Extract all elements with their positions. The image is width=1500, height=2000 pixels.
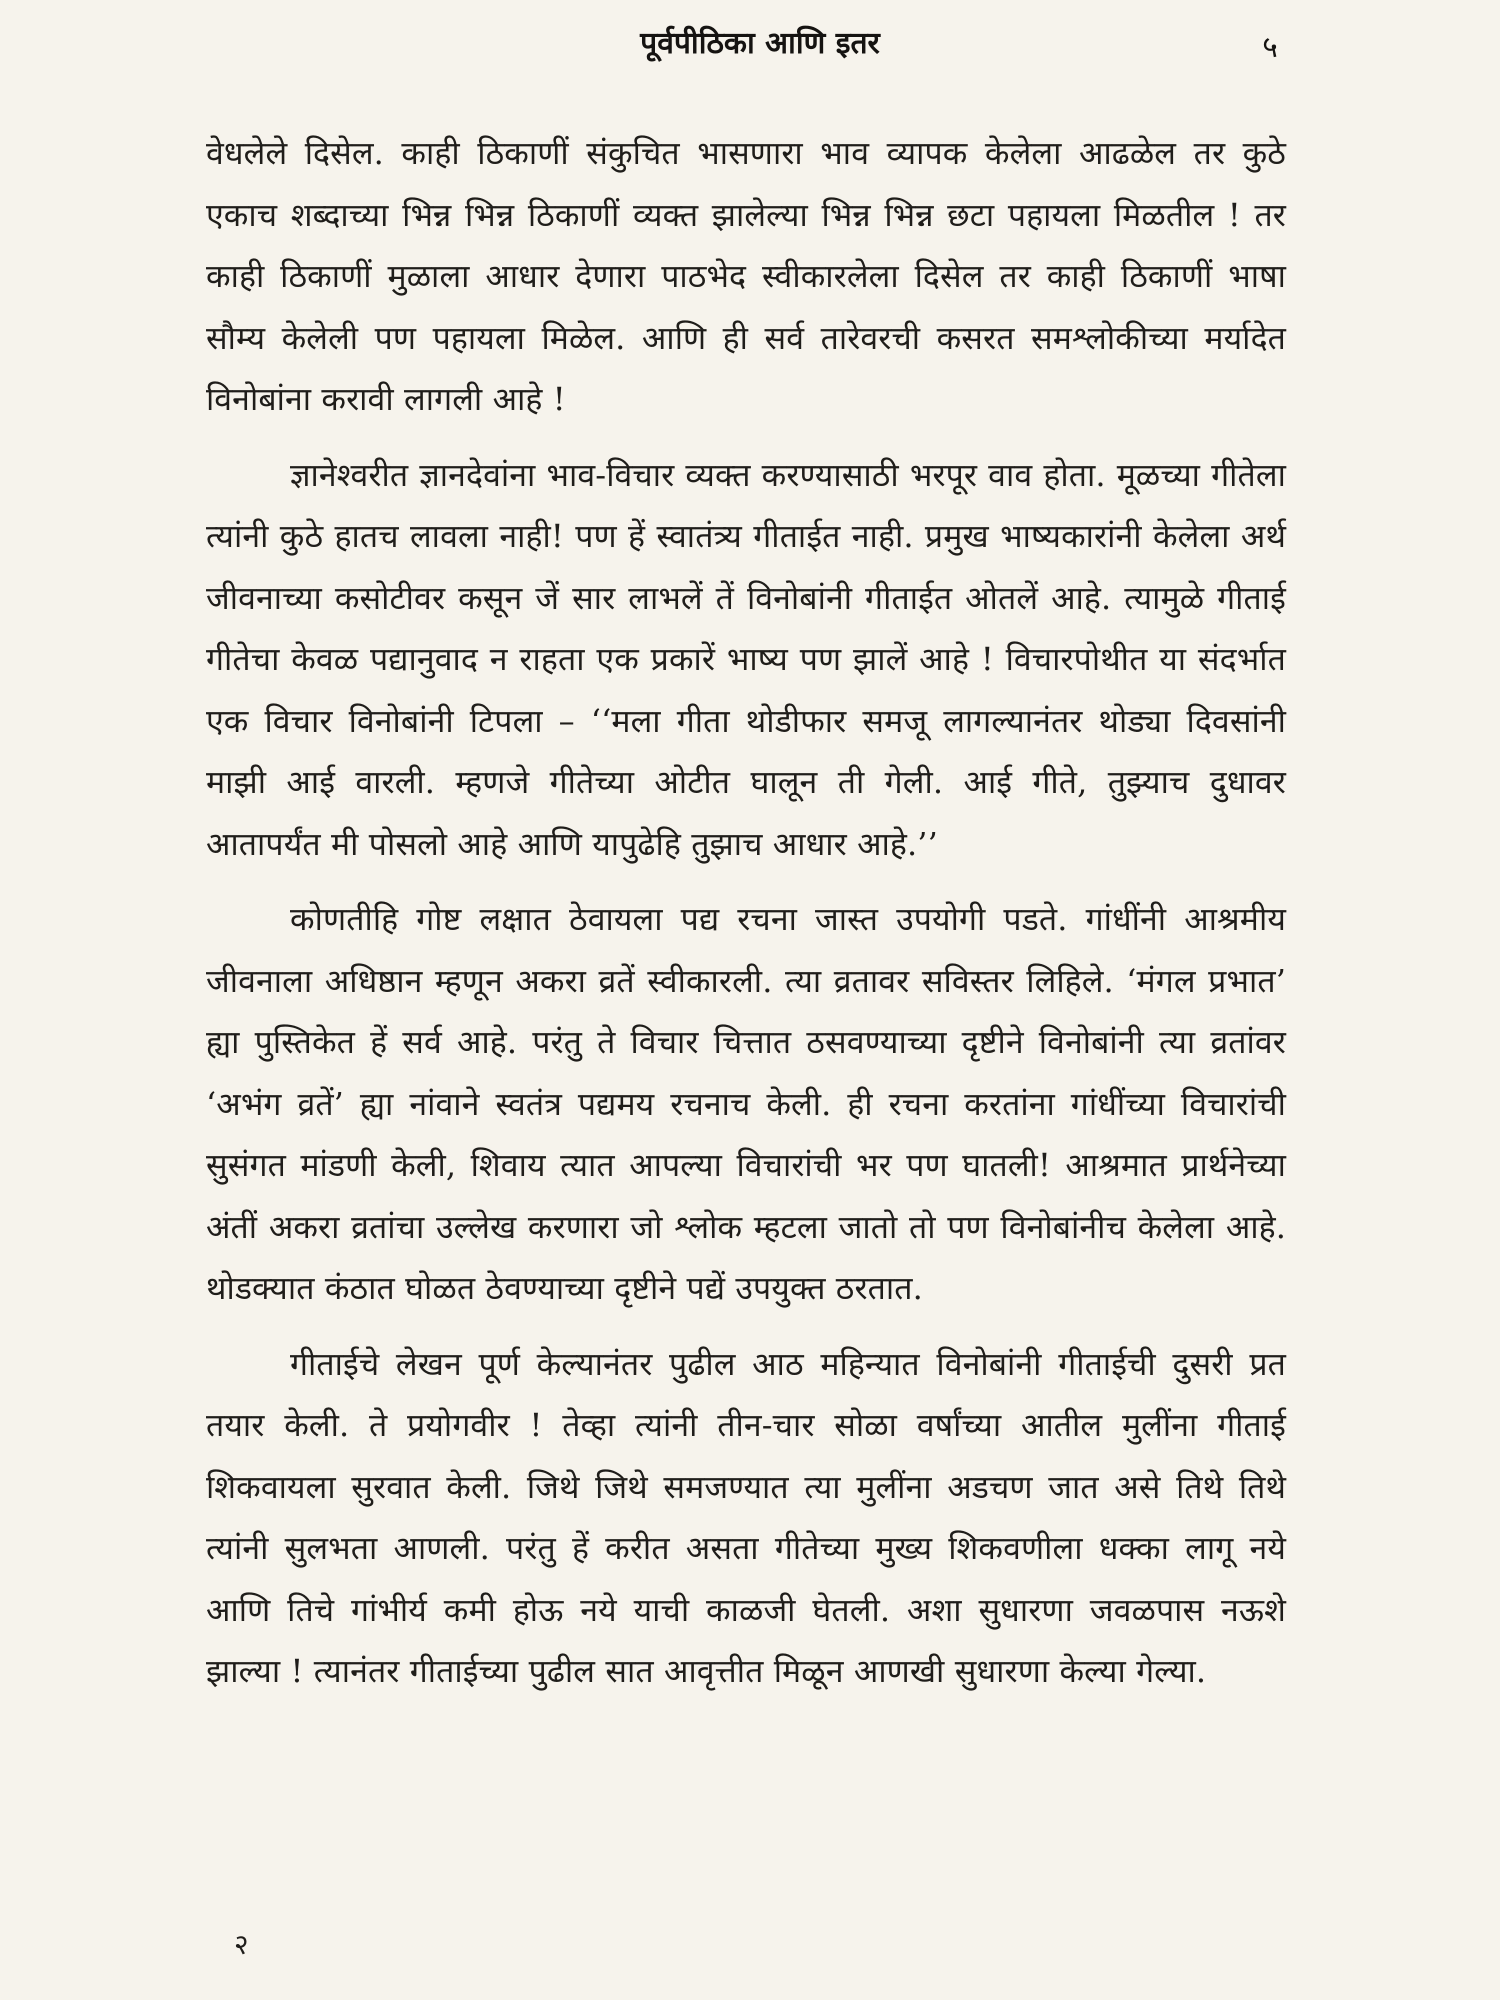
page-header: [0, 18, 1500, 70]
paragraph-1: वेधलेले दिसेल. काही ठिकाणीं संकुचित भासणारा भाव व्यापक केलेला आढळेल तर कुठे एकाच शब्दाच्या भिन्न भिन्न ठिकाणीं व्यक्त झालेल्या भिन्न भिन्न छटा पहायला मिळतील ! तर काही ठिकाणीं मुळाला आधार देणारा पाठभेद स्वीकारलेला दिसेल तर काही ठिकाणीं भाषा सौम्य केलेली पण पहायला मिळेल. आणि ही सर्व तारेवरची कसरत समश्लोकीच्या मर्यादेत विनोबांना करावी लागली आहे !: [206, 134, 1286, 418]
body-text: [206, 123, 1286, 1703]
running-title: पूर्वपीठिका आणि इतर: [640, 26, 880, 61]
paragraph-3: कोणतीहि गोष्ट लक्षात ठेवायला पद्य रचना जास्त उपयोगी पडते. गांधींनी आश्रमीय जीवनाला अधिष्ठान म्हणून अकरा व्रतें स्वीकारली. त्या व्रतावर सविस्तर लिहिले. ‘मंगल प्रभात’ ह्या पुस्तिकेत हें सर्व आहे. परंतु ते विचार चित्तात ठसवण्याच्या दृष्टीने विनोबांनी त्या व्रतांवर ‘अभंग व्रतें’ ह्या नांवाने स्वतंत्र पद्यमय रचनाच केली. ही रचना करतांना गांधींच्या विचारांची सुसंगत मांडणी केली, शिवाय त्यात आपल्या विचारांची भर पण घातली! आश्रमात प्रार्थनेच्या अंतीं अकरा व्रतांचा उल्लेख करणारा जो श्लोक म्हटला जातो तो पण विनोबांनीच केलेला आहे. थोडक्यात कंठात घोळत ठेवण्याच्या दृष्टीने पद्यें उपयुक्त ठरतात.: [206, 900, 1286, 1307]
paragraph-4: गीताईचे लेखन पूर्ण केल्यानंतर पुढील आठ महिन्यात विनोबांनी गीताईची दुसरी प्रत तयार केली. ते प्रयोगवीर ! तेव्हा त्यांनी तीन-चार सोळा वर्षांच्या आतील मुलींना गीताई शिकवायला सुरवात केली. जिथे जिथे समजण्यात त्या मुलींना अडचण जात असे तिथे तिथे त्यांनी सुलभता आणली. परंतु हें करीत असता गीतेच्या मुख्य शिकवणीला धक्का लागू नये आणि तिचे गांभीर्य कमी होऊ नये याची काळजी घेतली. अशा सुधारणा जवळपास नऊशे झाल्या ! त्यानंतर गीताईच्या पुढील सात आवृत्तीत मिळून आणखी सुधारणा केल्या गेल्या.: [206, 1344, 1286, 1690]
signature-mark: २: [234, 1928, 249, 1961]
page-number: ५: [1262, 30, 1278, 65]
paragraph-2: ज्ञानेश्वरीत ज्ञानदेवांना भाव-विचार व्यक्त करण्यासाठी भरपूर वाव होता. मूळच्या गीतेला त्यांनी कुठे हातच लावला नाही! पण हें स्वातंत्र्य गीताईत नाही. प्रमुख भाष्यकारांनी केलेला अर्थ जीवनाच्या कसोटीवर कसून जें सार लाभलें तें विनोबांनी गीताईत ओतलें आहे. त्यामुळे गीताई गीतेचा केवळ पद्यानुवाद न राहता एक प्रकारें भाष्य पण झालें आहे ! विचारपोथीत या संदर्भात एक विचार विनोबांनी टिपला – ‘‘मला गीता थोडीफार समजू लागल्यानंतर थोड्या दिवसांनी माझी आई वारली. म्हणजे गीतेच्या ओटीत घालून ती गेली. आई गीते, तुझ्याच दुधावर आतापर्यंत मी पोसलो आहे आणि यापुढेहि तुझाच आधार आहे.’’: [206, 455, 1286, 863]
